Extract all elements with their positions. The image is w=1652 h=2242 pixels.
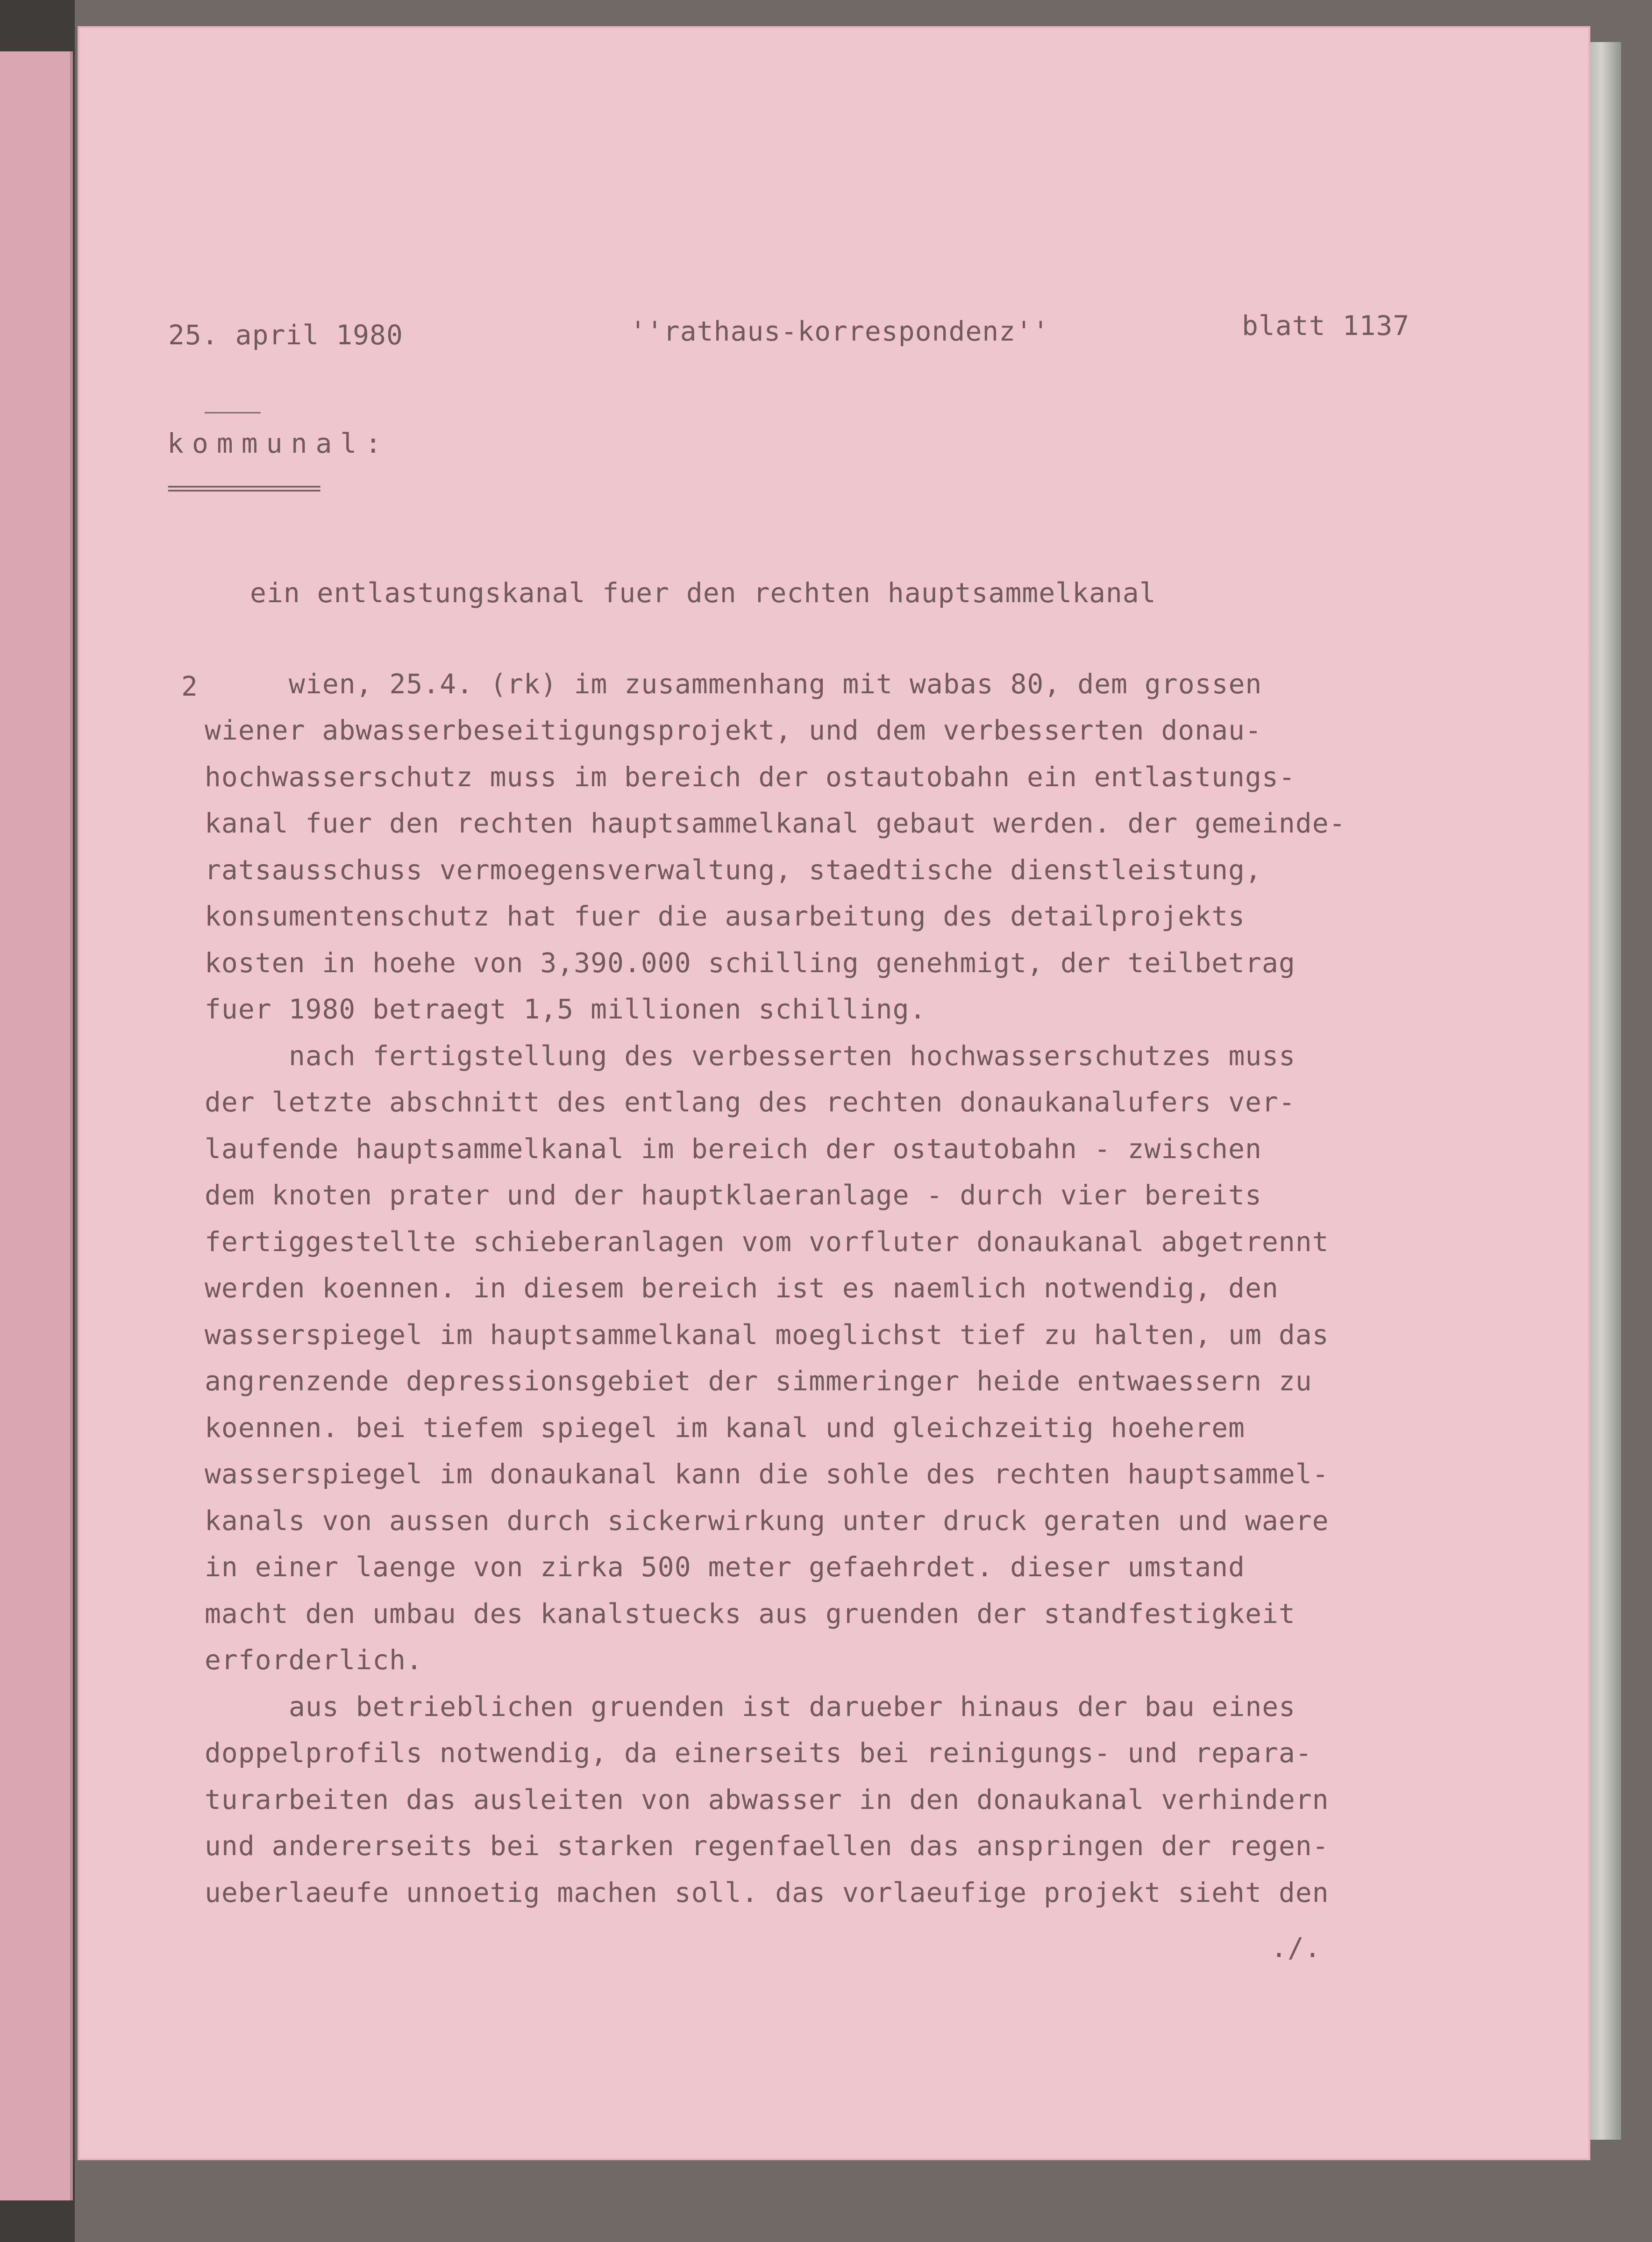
article-line: in einer laenge von zirka 500 meter gefaehrdet. dieser umstand — [205, 1551, 1245, 1583]
article-line: angrenzende depressionsgebiet der simmeringer heide entwaessern zu — [205, 1365, 1312, 1397]
article-line: erforderlich. — [205, 1644, 423, 1676]
article-line: ueberlaeufe unnoetig machen soll. das vorlaeufige projekt sieht den — [205, 1877, 1329, 1908]
article-line: wasserspiegel im donaukanal kann die sohle des rechten hauptsammel- — [205, 1458, 1329, 1490]
article-line: nach fertigstellung des verbesserten hochwasserschutzes muss — [289, 1040, 1296, 1072]
article-line: fertiggestellte schieberanlagen vom vorfluter donaukanal abgetrennt — [205, 1226, 1329, 1258]
header-date: 25. april 1980 — [168, 319, 403, 351]
header-publication: ''rathaus-korrespondenz'' — [630, 315, 1049, 347]
article-line: laufende hauptsammelkanal im bereich der ostautobahn - zwischen — [205, 1133, 1262, 1165]
article-line: wiener abwasserbeseitigungsprojekt, und dem verbesserten donau- — [205, 714, 1262, 746]
article-line: fuer 1980 betraegt 1,5 millionen schilling. — [205, 993, 926, 1025]
article-line: aus betrieblichen gruenden ist darueber hinaus der bau eines — [289, 1691, 1296, 1722]
article-line: und andererseits bei starken regenfaellen das anspringen der regen- — [205, 1830, 1329, 1862]
article-line: wasserspiegel im hauptsammelkanal moeglichst tief zu halten, um das — [205, 1319, 1329, 1351]
article-line: dem knoten prater und der hauptklaeranlage - durch vier bereits — [205, 1179, 1262, 1211]
article-line: kanals von aussen durch sickerwirkung unter druck geraten und waere — [205, 1505, 1329, 1537]
margin-line — [205, 412, 261, 413]
article-line: doppelprofils notwendig, da einerseits bei reinigungs- und repara- — [205, 1737, 1312, 1769]
article-title: ein entlastungskanal fuer den rechten hauptsammelkanal — [250, 577, 1156, 609]
section-underline: ================ — [167, 477, 319, 499]
header-page-number: blatt 1137 — [1242, 310, 1410, 342]
article-line: konsumentenschutz hat fuer die ausarbeitung des detailprojekts — [205, 900, 1245, 932]
article-line: koennen. bei tiefem spiegel im kanal und gleichzeitig hoeherem — [205, 1412, 1245, 1444]
article-line: ratsausschuss vermoegensverwaltung, staedtische dienstleistung, — [205, 854, 1262, 886]
section-label: kommunal: — [167, 427, 390, 459]
article-line: werden koennen. in diesem bereich ist es naemlich notwendig, den — [205, 1272, 1279, 1304]
article-number: 2 — [181, 670, 198, 702]
article-line: der letzte abschnitt des entlang des rechten donaukanalufers ver- — [205, 1086, 1296, 1118]
article-line: wien, 25.4. (rk) im zusammenhang mit wabas 80, dem grossen — [289, 668, 1262, 700]
continuation-mark: ./. — [1271, 1932, 1321, 1964]
article-line: macht den umbau des kanalstuecks aus gruenden der standfestigkeit — [205, 1598, 1296, 1630]
article-line: kanal fuer den rechten hauptsammelkanal gebaut werden. der gemeinde- — [205, 807, 1346, 839]
left-page-edge — [0, 51, 73, 2200]
article-line: turarbeiten das ausleiten von abwasser in den donaukanal verhindern — [205, 1784, 1329, 1815]
article-line: kosten in hoehe von 3,390.000 schilling genehmigt, der teilbetrag — [205, 947, 1296, 979]
document-page — [79, 28, 1588, 2158]
article-line: hochwasserschutz muss im bereich der ostautobahn ein entlastungs- — [205, 761, 1296, 793]
